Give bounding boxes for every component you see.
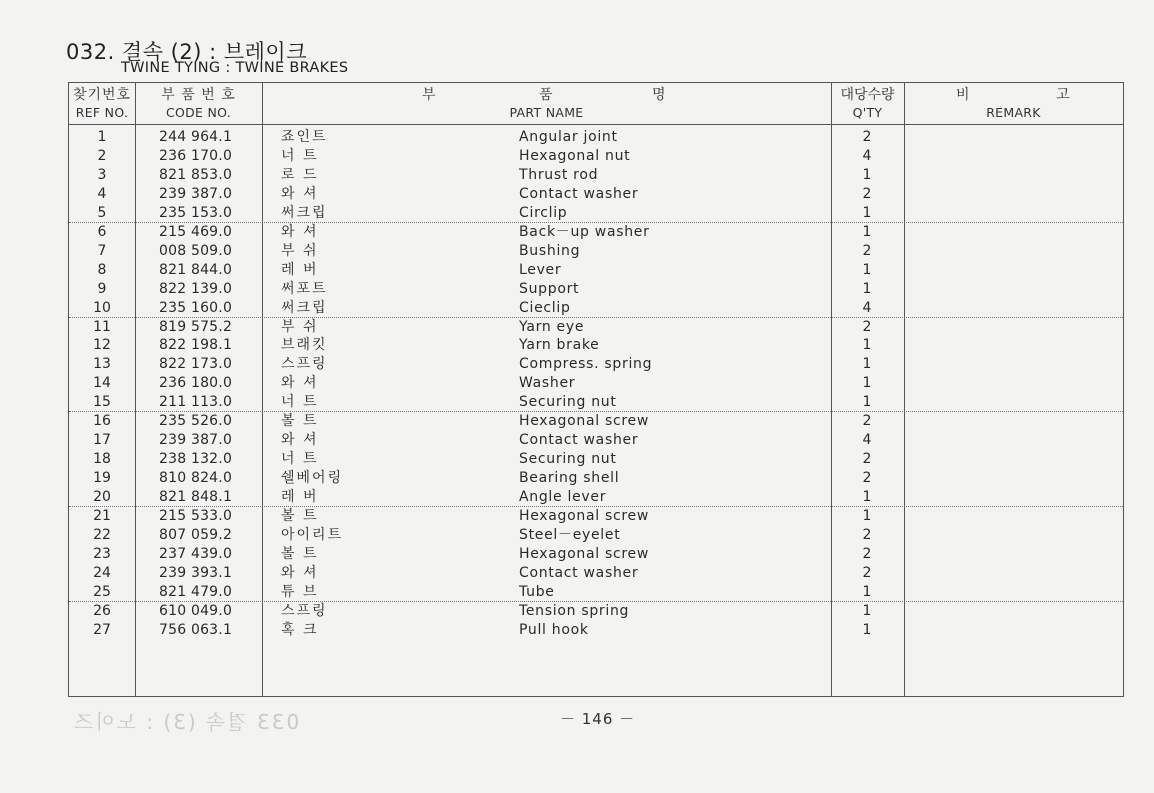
quantity: 2: [862, 185, 872, 202]
part-name-en: Hexagonal screw: [519, 545, 650, 562]
ref-number: 22: [93, 526, 111, 543]
part-name-en: Support: [519, 280, 580, 297]
part-name-en: Cieclip: [519, 299, 571, 316]
header-remark-ko-2: 고: [1056, 87, 1071, 103]
part-name-en: Bushing: [519, 242, 581, 259]
quantity: 1: [862, 508, 872, 524]
ref-number: 27: [93, 621, 111, 638]
header-qty: [831, 87, 904, 121]
parts-table: [68, 82, 1124, 697]
quantity: 4: [862, 432, 872, 449]
part-name-en: Hexagonal nut: [519, 147, 631, 164]
part-name-ko: 와 셔: [281, 185, 319, 202]
part-name-ko: 부 쉬: [281, 242, 319, 259]
part-name-en: Angular joint: [519, 129, 618, 145]
header-remark: [904, 87, 1123, 121]
code-number: 819 575.2: [159, 318, 233, 335]
ref-number: 24: [93, 564, 111, 581]
header-divider: [69, 124, 1123, 125]
header-ref-en: REF NO.: [75, 105, 129, 120]
part-name-ko: 너 트: [281, 394, 319, 411]
ref-number: 16: [93, 413, 111, 430]
bleed-through-text: 033 결속 (3) : 노이즈: [72, 710, 300, 734]
header-code-ko: 부 품 번 호: [161, 87, 236, 103]
quantity: 2: [862, 451, 872, 468]
ref-number: 21: [93, 508, 111, 524]
code-number: 215 533.0: [159, 508, 233, 524]
quantity: 2: [862, 545, 872, 562]
quantity: 4: [862, 299, 872, 316]
ref-number: 10: [93, 299, 111, 316]
code-number: 821 848.1: [159, 489, 233, 506]
quantity: 1: [862, 602, 872, 619]
code-number: 239 387.0: [159, 432, 233, 449]
code-number: 237 439.0: [159, 545, 233, 562]
ref-number: 4: [97, 185, 107, 202]
code-number: 235 153.0: [159, 204, 233, 221]
code-number: 807 059.2: [159, 526, 233, 543]
code-number: 008 509.0: [159, 242, 233, 259]
header-code: [135, 87, 262, 121]
code-number: 610 049.0: [159, 602, 233, 619]
part-name-en: Pull hook: [519, 621, 589, 638]
header-remark-ko-1: 비: [956, 87, 971, 103]
part-name-ko: 볼 트: [281, 413, 319, 430]
code-number: 822 198.1: [159, 337, 233, 354]
part-name-ko: 볼 트: [281, 545, 319, 562]
page-number: － 146 －: [560, 710, 636, 728]
part-name-en: Steel－eyelet: [519, 526, 621, 543]
code-number: 215 469.0: [159, 223, 233, 240]
code-number: 822 173.0: [159, 356, 233, 373]
code-number: 239 393.1: [159, 564, 233, 581]
code-number: 244 964.1: [159, 129, 233, 145]
page-subtitle: TWINE TYING : TWINE BRAKES: [121, 60, 349, 76]
part-name-en: Thrust rod: [519, 166, 599, 183]
header-name-ko-3: 명: [652, 87, 667, 103]
code-number: 235 160.0: [159, 299, 233, 316]
page-title: 032. 결속 (2) : 브레이크: [66, 40, 307, 64]
part-name-ko: 로 드: [281, 166, 319, 183]
part-name-ko: 써포트: [281, 280, 328, 297]
part-name-ko: 아이리트: [281, 526, 344, 543]
quantity: 2: [862, 470, 872, 487]
part-name-en: Compress. spring: [519, 356, 653, 373]
part-name-en: Hexagonal screw: [519, 413, 650, 430]
header-ref: [69, 87, 135, 121]
ref-number: 11: [93, 318, 111, 335]
part-name-en: Lever: [519, 261, 562, 278]
quantity: 1: [862, 337, 872, 354]
quantity: 1: [862, 621, 872, 638]
ref-number: 14: [93, 375, 111, 392]
part-name-en: Circlip: [519, 204, 568, 221]
code-number: 756 063.1: [159, 621, 233, 638]
part-name-ko: 너 트: [281, 147, 319, 164]
quantity: 1: [862, 166, 872, 183]
part-name-ko: 쉘베어링: [281, 470, 344, 487]
quantity: 2: [862, 318, 872, 335]
quantity: 2: [862, 413, 872, 430]
part-name-ko: 레 버: [281, 489, 319, 506]
part-name-ko: 브래킷: [281, 337, 328, 354]
code-number: 235 526.0: [159, 413, 233, 430]
part-name-en: Washer: [519, 375, 576, 392]
part-name-en: Angle lever: [519, 489, 607, 506]
ref-number: 2: [97, 147, 107, 164]
quantity: 2: [862, 129, 872, 145]
column-divider: [262, 83, 263, 696]
header-qty-ko: 대당수량: [840, 87, 895, 103]
quantity: 1: [862, 394, 872, 411]
part-name-en: Yarn eye: [519, 318, 585, 335]
quantity: 1: [862, 261, 872, 278]
quantity: 2: [862, 242, 872, 259]
header-code-en: CODE NO.: [165, 105, 232, 120]
code-number: 236 180.0: [159, 375, 233, 392]
ref-number: 1: [97, 129, 107, 145]
ref-number: 3: [97, 166, 107, 183]
part-name-en: Contact washer: [519, 185, 639, 202]
code-number: 211 113.0: [159, 394, 233, 411]
header-remark-en: REMARK: [986, 105, 1041, 120]
ref-number: 19: [93, 470, 111, 487]
header-part-name: [262, 87, 831, 121]
ref-number: 13: [93, 356, 111, 373]
part-name-ko: 와 셔: [281, 432, 319, 449]
part-name-ko: 혹 크: [281, 621, 319, 638]
header-name-en: PART NAME: [509, 105, 584, 120]
part-name-en: Back－up washer: [519, 223, 650, 240]
code-number: 238 132.0: [159, 451, 233, 468]
ref-number: 6: [97, 223, 107, 240]
part-name-ko: 너 트: [281, 451, 319, 468]
column-divider: [135, 83, 136, 696]
ref-number: 7: [97, 242, 107, 259]
quantity: 2: [862, 526, 872, 543]
quantity: 1: [862, 489, 872, 506]
part-name-ko: 부 쉬: [281, 318, 319, 335]
code-number: 821 844.0: [159, 261, 233, 278]
code-number: 821 479.0: [159, 583, 233, 600]
quantity: 2: [862, 564, 872, 581]
quantity: 1: [862, 375, 872, 392]
header-qty-en: Q'TY: [852, 105, 883, 120]
part-name-ko: 죠인트: [281, 129, 328, 145]
quantity: 1: [862, 280, 872, 297]
ref-number: 20: [93, 489, 111, 506]
ref-number: 12: [93, 337, 111, 354]
part-name-en: Securing nut: [519, 394, 617, 411]
part-name-ko: 써크립: [281, 204, 328, 221]
part-name-en: Tension spring: [519, 602, 630, 619]
code-number: 810 824.0: [159, 470, 233, 487]
ref-number: 8: [97, 261, 107, 278]
part-name-en: Contact washer: [519, 564, 639, 581]
ref-number: 5: [97, 204, 107, 221]
quantity: 1: [862, 356, 872, 373]
header-name-ko-2: 품: [539, 87, 554, 103]
part-name-ko: 써크립: [281, 299, 328, 316]
header-ref-ko: 찾기번호: [72, 87, 132, 103]
part-name-en: Securing nut: [519, 451, 617, 468]
header-name-ko-1: 부: [422, 87, 437, 103]
quantity: 1: [862, 223, 872, 240]
ref-number: 18: [93, 451, 111, 468]
ref-number: 17: [93, 432, 111, 449]
part-name-ko: 스프링: [281, 602, 328, 619]
part-name-en: Bearing shell: [519, 470, 620, 487]
ref-number: 25: [93, 583, 111, 600]
part-name-ko: 레 버: [281, 261, 319, 278]
part-name-en: Yarn brake: [519, 337, 600, 354]
ref-number: 15: [93, 394, 111, 411]
column-divider: [904, 83, 905, 696]
code-number: 239 387.0: [159, 185, 233, 202]
part-name-ko: 튜 브: [281, 583, 319, 600]
part-name-en: Tube: [519, 583, 555, 600]
ref-number: 9: [97, 280, 107, 297]
part-name-ko: 볼 트: [281, 508, 319, 524]
ref-number: 26: [93, 602, 111, 619]
part-name-ko: 와 셔: [281, 375, 319, 392]
quantity: 1: [862, 583, 872, 600]
ref-number: 23: [93, 545, 111, 562]
quantity: 1: [862, 204, 872, 221]
part-name-en: Hexagonal screw: [519, 508, 650, 524]
part-name-ko: 와 셔: [281, 564, 319, 581]
part-name-ko: 와 셔: [281, 223, 319, 240]
quantity: 4: [862, 147, 872, 164]
code-number: 236 170.0: [159, 147, 233, 164]
part-name-en: Contact washer: [519, 432, 639, 449]
code-number: 821 853.0: [159, 166, 233, 183]
part-name-ko: 스프링: [281, 356, 328, 373]
code-number: 822 139.0: [159, 280, 233, 297]
